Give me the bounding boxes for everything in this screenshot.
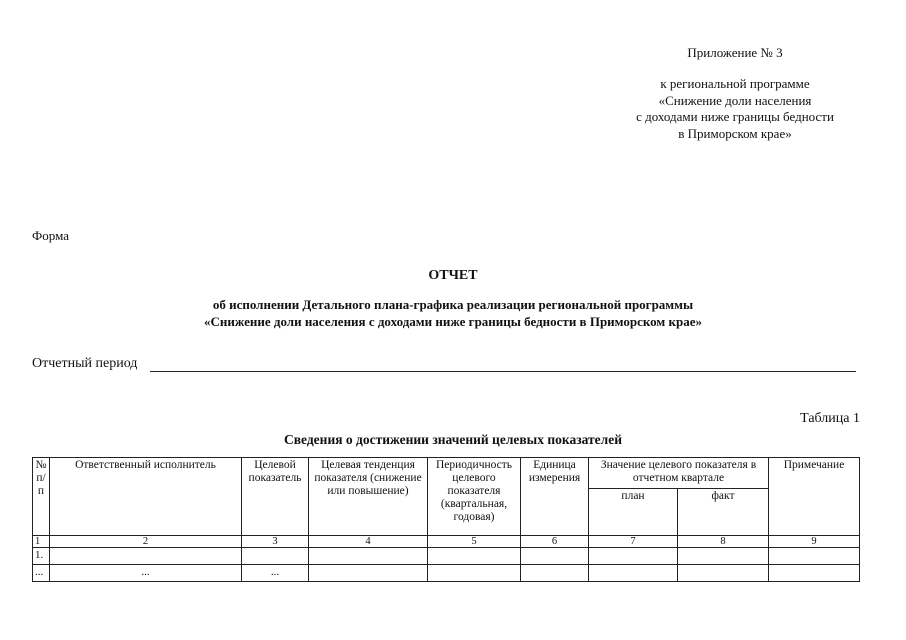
table-cell[interactable] bbox=[242, 548, 309, 565]
column-number-row bbox=[33, 536, 860, 548]
header-row bbox=[33, 458, 860, 489]
report-subtitle bbox=[0, 296, 906, 330]
header-unit: Единица измерения bbox=[521, 458, 589, 536]
header-fact: факт bbox=[678, 489, 769, 536]
appendix-line: к региональной программе bbox=[660, 76, 810, 91]
appendix-line: «Снижение доли населения bbox=[658, 92, 812, 108]
column-number: 2 bbox=[50, 536, 242, 548]
report-subtitle-line: «Снижение доли населения с доходами ниже границы бедности в Приморском крае» bbox=[203, 314, 703, 329]
table-cell[interactable] bbox=[428, 565, 521, 582]
header-executor: Ответственный исполнитель bbox=[50, 458, 242, 536]
form-label: Форма bbox=[32, 228, 69, 243]
table-cell[interactable] bbox=[521, 565, 589, 582]
table-cell[interactable] bbox=[589, 548, 678, 565]
table-cell[interactable] bbox=[309, 548, 428, 565]
table-title: Сведения о достижении значений целевых показателей bbox=[284, 432, 622, 447]
table-cell[interactable]: ... bbox=[50, 565, 242, 582]
table-cell[interactable] bbox=[521, 548, 589, 565]
indicators-table bbox=[32, 457, 860, 582]
column-number: 5 bbox=[428, 536, 521, 548]
appendix-lines bbox=[600, 76, 870, 142]
table-cell[interactable] bbox=[678, 565, 769, 582]
table-cell[interactable] bbox=[50, 548, 242, 565]
table-cell[interactable] bbox=[678, 548, 769, 565]
header-note: Примечание bbox=[769, 458, 860, 536]
header-value-group: Значение целевого показателя в отчетном квартале bbox=[589, 458, 769, 489]
report-subtitle-line: об исполнении Детального плана-графика реализации региональной программы bbox=[212, 297, 694, 312]
table-cell[interactable]: 1. bbox=[33, 548, 50, 565]
column-number: 4 bbox=[309, 536, 428, 548]
appendix-line: в Приморском крае» bbox=[678, 125, 792, 141]
table-row bbox=[33, 548, 860, 565]
column-number: 1 bbox=[33, 536, 50, 548]
table-row bbox=[33, 565, 860, 582]
period-blank-line[interactable] bbox=[150, 371, 856, 372]
column-number: 3 bbox=[242, 536, 309, 548]
column-number: 9 bbox=[769, 536, 860, 548]
column-number: 8 bbox=[678, 536, 769, 548]
table-cell[interactable] bbox=[309, 565, 428, 582]
appendix-number: Приложение № 3 bbox=[687, 45, 783, 60]
table-cell[interactable] bbox=[769, 565, 860, 582]
table-cell[interactable] bbox=[428, 548, 521, 565]
header-trend: Целевая тенденция показателя (снижение или повышение) bbox=[309, 458, 428, 536]
table-cell[interactable]: ... bbox=[33, 565, 50, 582]
header-number: № п/п bbox=[33, 458, 50, 536]
report-title: ОТЧЕТ bbox=[428, 268, 478, 283]
appendix-line: с доходами ниже границы бедности bbox=[636, 109, 834, 124]
period-label: Отчетный период bbox=[32, 356, 138, 371]
column-number: 6 bbox=[521, 536, 589, 548]
header-indicator: Целевой показатель bbox=[242, 458, 309, 536]
header-periodicity: Периодичность целевого показателя (квартальная, годовая) bbox=[428, 458, 521, 536]
table-cell[interactable] bbox=[589, 565, 678, 582]
table-number: Таблица 1 bbox=[800, 411, 860, 426]
table-cell[interactable]: ... bbox=[242, 565, 309, 582]
column-number: 7 bbox=[589, 536, 678, 548]
header-plan: план bbox=[589, 489, 678, 536]
table-cell[interactable] bbox=[769, 548, 860, 565]
